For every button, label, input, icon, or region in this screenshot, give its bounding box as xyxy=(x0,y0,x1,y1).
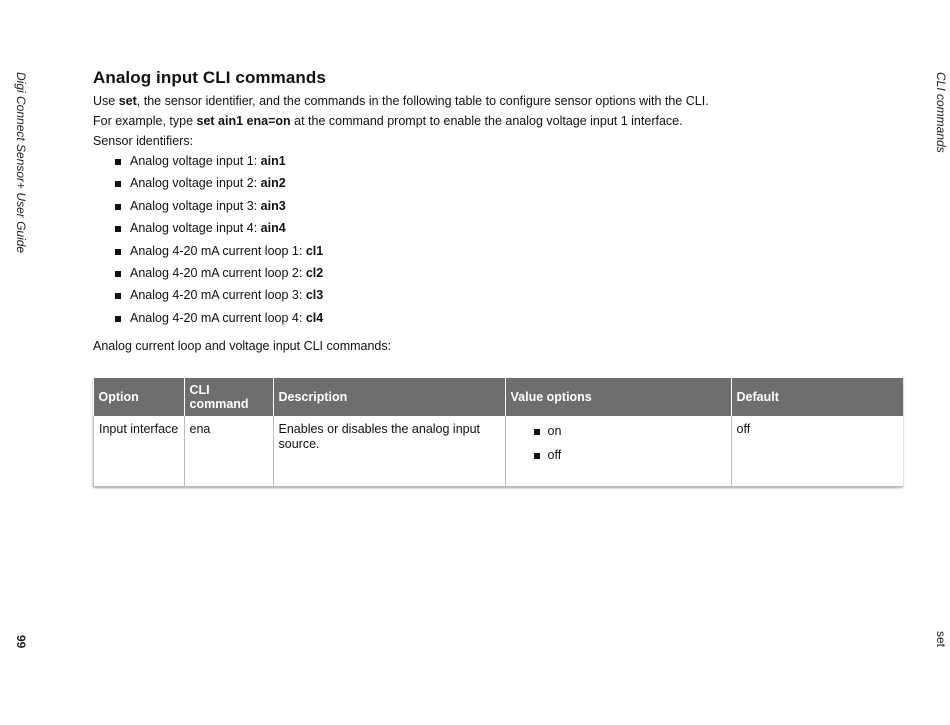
table-intro: Analog current loop and voltage input CLI commands: xyxy=(93,339,392,354)
commands-table xyxy=(93,378,903,487)
list-item: on xyxy=(511,422,726,446)
cell-command: ena xyxy=(184,416,273,487)
header-default: Default xyxy=(731,378,903,416)
header-description: Description xyxy=(273,378,505,416)
section-footer: set xyxy=(934,631,948,648)
intro-command: set xyxy=(118,94,137,108)
table-row xyxy=(94,416,904,487)
list-item: Analog voltage input 3: ain3 xyxy=(93,199,905,221)
list-item: Analog 4-20 mA current loop 3: cl3 xyxy=(93,288,905,310)
example-command: set ain1 ena=on xyxy=(196,114,291,128)
cell-values xyxy=(505,416,731,487)
page-heading: Analog input CLI commands xyxy=(93,68,326,87)
list-item: Analog 4-20 mA current loop 1: cl1 xyxy=(93,244,905,266)
header-cli-command: CLI command xyxy=(184,378,273,416)
list-item: Analog voltage input 1: ain1 xyxy=(93,154,905,176)
list-item: Analog 4-20 mA current loop 4: cl4 xyxy=(93,311,905,333)
list-item: Analog voltage input 2: ain2 xyxy=(93,176,905,198)
cell-description: Enables or disables the analog input source. xyxy=(273,416,505,487)
page-content xyxy=(93,68,905,487)
identifier-list xyxy=(93,154,905,333)
header-option: Option xyxy=(94,378,185,416)
intro-paragraph: Use set, the sensor identifier, and the commands in the following table to configure sensor options with the CLI. xyxy=(93,94,709,108)
list-item: Analog voltage input 4: ain4 xyxy=(93,221,905,243)
table-header-row xyxy=(94,378,904,416)
cell-option: Input interface xyxy=(94,416,185,487)
identifiers-label: Sensor identifiers: xyxy=(93,134,194,148)
section-title: CLI commands xyxy=(934,72,948,153)
header-value-options: Value options xyxy=(505,378,731,416)
list-item: Analog 4-20 mA current loop 2: cl2 xyxy=(93,266,905,288)
cell-default: off xyxy=(731,416,903,487)
list-item: off xyxy=(511,446,726,470)
example-paragraph: For example, type set ain1 ena=on at the command prompt to enable the analog voltage input 1 interface. xyxy=(93,114,683,128)
guide-title: Digi Connect Sensor+ User Guide xyxy=(14,72,28,254)
page-number: 99 xyxy=(14,635,28,649)
value-options-list xyxy=(511,422,726,470)
